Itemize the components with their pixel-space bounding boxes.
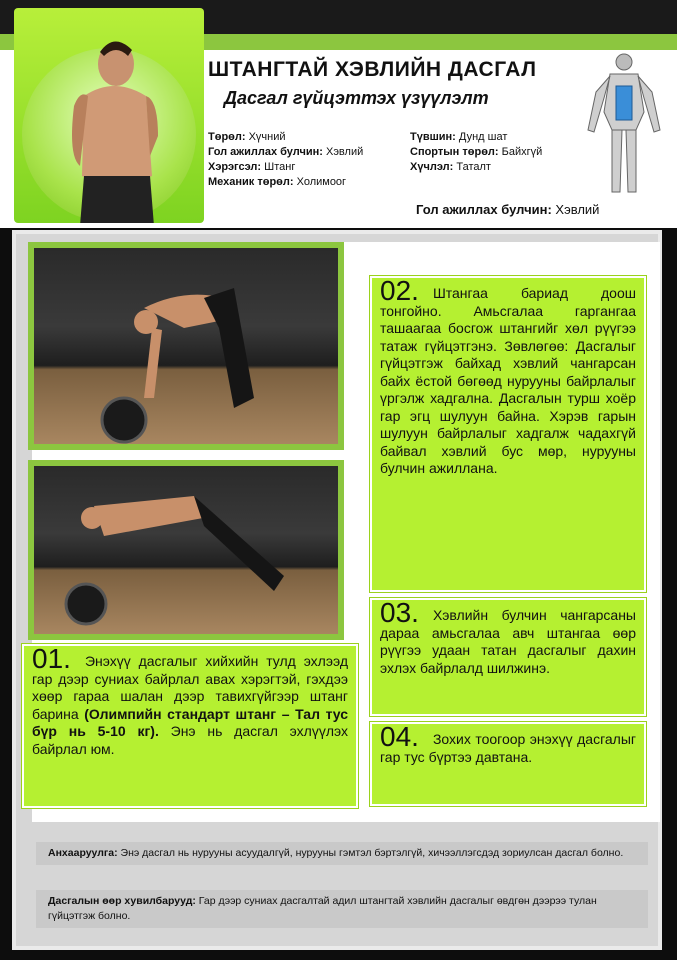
- step-text: Энэ нь дасгал эхлүүлэх байрлал юм.: [32, 723, 348, 757]
- photo-illustration-start: [34, 248, 338, 444]
- step-text: Энэхүү дасгалыг хийхийн тулд эхлээд гар дээр суниах байрлал авах хэрэгтэй, гэхдээ хөөр гараа шалан дээр тавихгүйгээр штанг барина: [32, 653, 348, 722]
- anatomy-figure-icon: [582, 52, 666, 198]
- step-02: [370, 276, 646, 592]
- main-muscle-caption: Гол ажиллах булчин: Хэвлий: [416, 202, 600, 217]
- step-text: Зохих тоогоор энэхүү дасгалыг гар тус бүртээ давтана.: [380, 731, 636, 765]
- info-main-muscle: Гол ажиллах булчин: Хэвлий: [208, 146, 364, 158]
- info-type: Төрөл: Хүчний: [208, 131, 286, 143]
- step-04: [370, 722, 646, 806]
- exercise-info-left: [208, 130, 363, 190]
- athlete-photo: [54, 26, 174, 223]
- step-text: Штангаа бариад доош тонгойно. Амьсгалаа гаргангаа ташаагаа босгож штангийг хөл рүүгээ татаж гүйцэтгэнэ. Зөвлөгөө: Дасгалыг гүйцэтгэж байхад хэвлий чангарсан байх ёстой бөгөөд нурууны байрлалыг үргэлж хадгална. Дасгалын турш хоёр гар эгц шулуун байна. Хэрэв гарын шулуун байрлалыг хадгалж чадахгүй байвал хэвлий бус мөр, нурууны булчин ажиллана.: [380, 285, 636, 476]
- info-sport: Спортын төрөл: Байхгүй: [410, 146, 543, 158]
- header: [0, 0, 677, 228]
- page-subtitle: Дасгал гүйцэттэх үзүүлэлт: [224, 88, 489, 108]
- step-text: Хэвлийн булчин чангарсаны дараа амьсгалаа авч штангаа өөр рүүгээ удаан татан дасгалыг дахин эхлэх байрлалд шилжинэ.: [380, 607, 636, 676]
- step-number: 03.: [380, 597, 419, 628]
- step-number: 01.: [32, 643, 71, 674]
- exercise-photo-extended: [28, 460, 344, 640]
- exercise-photo-start: [28, 242, 344, 450]
- exercise-info-right: [410, 130, 542, 175]
- step-number: 02.: [380, 275, 419, 306]
- photo-illustration-extended: [34, 466, 338, 634]
- athlete-photo-panel: [14, 8, 204, 223]
- attention-note: Анхааруулга: Энэ дасгал нь нурууны асуудалгүй, нурууны гэмтэл бэртэлгүй, хичээллэгсдэд зориулсан дасгал болно.: [36, 842, 648, 865]
- page-title: ШТАНГТАЙ ХЭВЛИЙН ДАСГАЛ: [208, 58, 537, 81]
- step-number: 04.: [380, 721, 419, 752]
- step-01: [22, 644, 358, 808]
- info-force: Хүчлэл: Таталт: [410, 161, 491, 173]
- info-mechanic: Механик төрөл: Холимоог: [208, 176, 347, 188]
- info-equipment: Хэрэгсэл: Штанг: [208, 161, 296, 173]
- step-text-emphasis: (Олимпийн стандарт штанг – Тал тус бүр нь 5-10 кг).: [32, 705, 348, 739]
- step-03: [370, 598, 646, 716]
- variants-note: Дасгалын өөр хувилбарууд: Гар дээр суниах дасгалтай адил штангтай хэвлийн дасгалыг өвдгөн дээрээ тулан гүйцэтгэж болно.: [36, 890, 648, 928]
- info-level: Түвшин: Дунд шат: [410, 131, 508, 143]
